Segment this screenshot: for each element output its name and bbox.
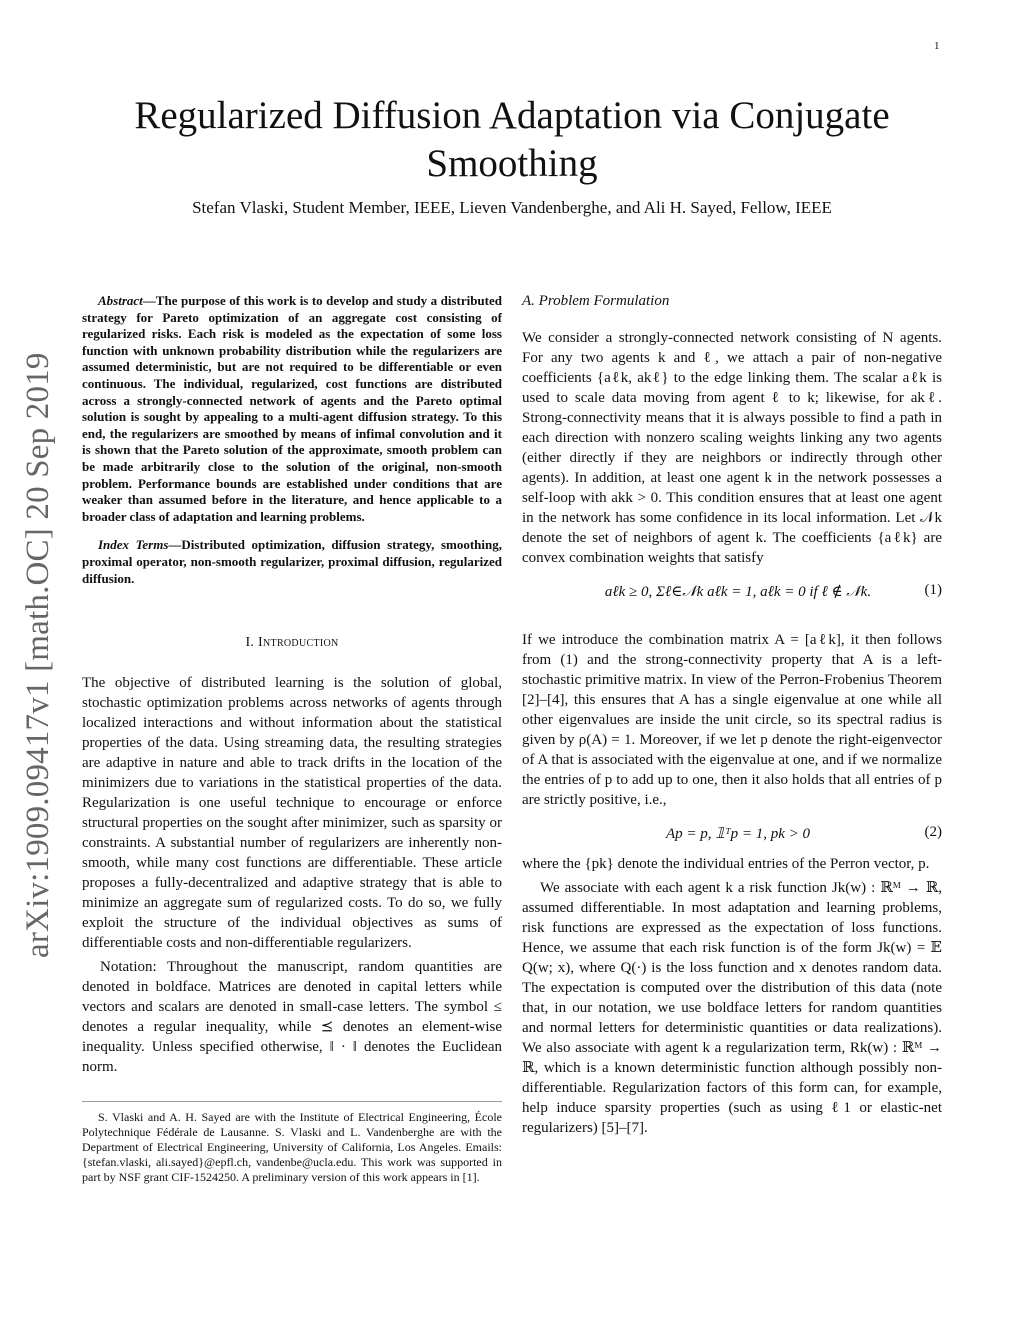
equation-1-number: (1) xyxy=(924,582,942,598)
intro-heading xyxy=(82,635,502,651)
problem-paragraph-2: If we introduce the combination matrix A = [aℓk], it then follows from (1) and the strong-connectivity property that A is a left-stochastic primitive matrix. In view of the Perron-Frobenius Theorem [2]–[4], this ensures that A has a single eigenvalue at one while all other eigenvalues are inside the unit circle, so its spectral radius is given by ρ(A) = 1. Moreover, if we let p denote the right-eigenvector of A that is associated with the eigenvalue at one, and if we normalize the entries of p to add up to one, then it also holds that all entries of p are strictly positive, i.e., xyxy=(522,632,942,808)
arxiv-stamp: arXiv:1909.09417v1 [math.OC] 20 Sep 2019 xyxy=(20,352,56,958)
intro-heading-number: I. xyxy=(245,635,255,651)
equation-2 xyxy=(522,810,942,854)
equation-1-body: aℓk ≥ 0, Σℓ∈𝒩k aℓk = 1, aℓk = 0 if ℓ ∉ 𝒩k. xyxy=(604,584,872,600)
index-terms-text: —Distributed optimization, diffusion strategy, smoothing, proximal operator, non-smooth regularizer, proximal diffusion, regularized diffusion. xyxy=(82,537,502,586)
index-terms-label: Index Terms xyxy=(98,537,169,553)
left-column xyxy=(82,293,502,1185)
page-number: 1 xyxy=(934,40,940,52)
equation-2-number: (2) xyxy=(924,824,942,840)
affiliation-footnote: S. Vlaski and A. H. Sayed are with the Institute of Electrical Engineering, École Polytechnique Fédérale de Lausanne. S. Vlaski and L. Vandenberghe are with the Department of Electrical Engineering, University of California, Los Angeles. Emails:{stefan.vlaski, ali.sayed}@epfl.ch, vandenbe@ucla.edu. This work was supported in part by NSF grant CIF-1524250. A preliminary version of this work appears in [1]. xyxy=(82,1101,502,1185)
abstract xyxy=(82,293,502,525)
equation-1 xyxy=(522,568,942,630)
abstract-label: Abstract xyxy=(98,293,143,308)
problem-paragraph-4: We associate with each agent k a risk function Jk(w) : ℝᴹ → ℝ, assumed differentiable. In most adaptation and learning problems, risk functions are expressed as the expectation of loss functions. Hence, we assume that each risk function is of the form Jk(w) = 𝔼 Q(w; x), where Q(·) is the loss function and x denotes random data. The expectation is computed over the distribution of this data (note that, in our notation, we use boldface letters for random quantities and normal letters for deterministic quantities or data realizations). We also associate with agent k a regularization term, Rk(w) : ℝᴹ → ℝ, which is a known deterministic function although possibly non-differentiable. Regularization factors of this form can, for example, help induce sparsity properties (such as using ℓ1 or elastic-net regularizers) [5]–[7]. xyxy=(522,880,942,1136)
intro-paragraph-1: The objective of distributed learning is the solution of global, stochastic optimization problems across networks of agents through localized interactions and without information about the statistical properties of the data. Using streaming data, the resulting strategies are adaptive in nature and able to track drifts in the location of the minimizers due to variations in the statistical properties of the data. Regularization is one useful technique to encourage or enforce structural properties on the sought after minimizer, such as sparsity or constraints. A substantial number of regularizers are inherently non-smooth, while many cost functions are differentiable. These article proposes a fully-decentralized and adaptive strategy that is able to minimize an aggregate sum of regularized costs. To do so, we fully exploit the structure of the individual objectives as sums of differentiable costs and non-differentiable regularizers. xyxy=(82,675,502,952)
intro-heading-text: Introduction xyxy=(258,635,339,651)
problem-paragraph-3: where the {pk} denote the individual entries of the Perron vector, p. xyxy=(522,856,930,872)
notation-paragraph: Notation: Throughout the manuscript, random quantities are denoted in boldface. Matrices are denoted in capital letters while vectors and scalars are denoted in small-case letters. The symbol ≤ denotes a regular inequality, while ⪯ denotes an element-wise inequality. Unless specified otherwise, ‖ · ‖ denotes the Euclidean norm. xyxy=(82,959,502,1076)
index-terms xyxy=(82,537,502,587)
right-column xyxy=(522,293,942,1138)
abstract-text: —The purpose of this work is to develop and study a distributed strategy for Pareto optimization of an aggregate cost consisting of regularized risks. Each risk is modeled as the expectation of some loss function with unknown probability distribution while the regularizers are assumed deterministic, but are not required to be differentiable or even continuous. The individual, regularized, cost functions are distributed across a strongly-connected network of agents and the Pareto optimal solution is sought by appealing to a multi-agent diffusion strategy. To this end, the regularizers are smoothed by means of infimal convolution and it is shown that the Pareto solution of the approximate, smooth problem can be made arbitrarily close to the solution of the original, non-smooth problem. Performance bounds are established under conditions that are weaker than assumed before in the literature, and hence applicable to a broader class of adaptation and learning problems. xyxy=(82,293,502,524)
problem-formulation-heading: A. Problem Formulation xyxy=(522,293,670,309)
equation-2-body: Ap = p, 𝟙ᵀp = 1, pk > 0 xyxy=(665,826,811,842)
author-line: Stefan Vlaski, Student Member, IEEE, Lieven Vandenberghe, and Ali H. Sayed, Fellow, IEEE xyxy=(192,198,832,217)
problem-paragraph-1: We consider a strongly-connected network consisting of N agents. For any two agents k and ℓ, we attach a pair of non-negative coefficients {aℓk, akℓ} to the edge linking them. The scalar aℓk is used to scale data moving from agent ℓ to k; likewise, for akℓ. Strong-connectivity means that it is always possible to find a path in each direction with nonzero scaling weights linking any two agents (either directly if they are neighbors or indirectly through other agents). In addition, at least one agent k in the network possesses a self-loop with akk > 0. This condition ensures that at least one agent in the network has some confidence in its local information. Let 𝒩k denote the set of neighbors of agent k. The coefficients {aℓk} are convex combination weights that satisfy xyxy=(522,330,942,566)
paper-title: Regularized Diffusion Adaptation via Conjugate Smoothing xyxy=(134,94,890,185)
